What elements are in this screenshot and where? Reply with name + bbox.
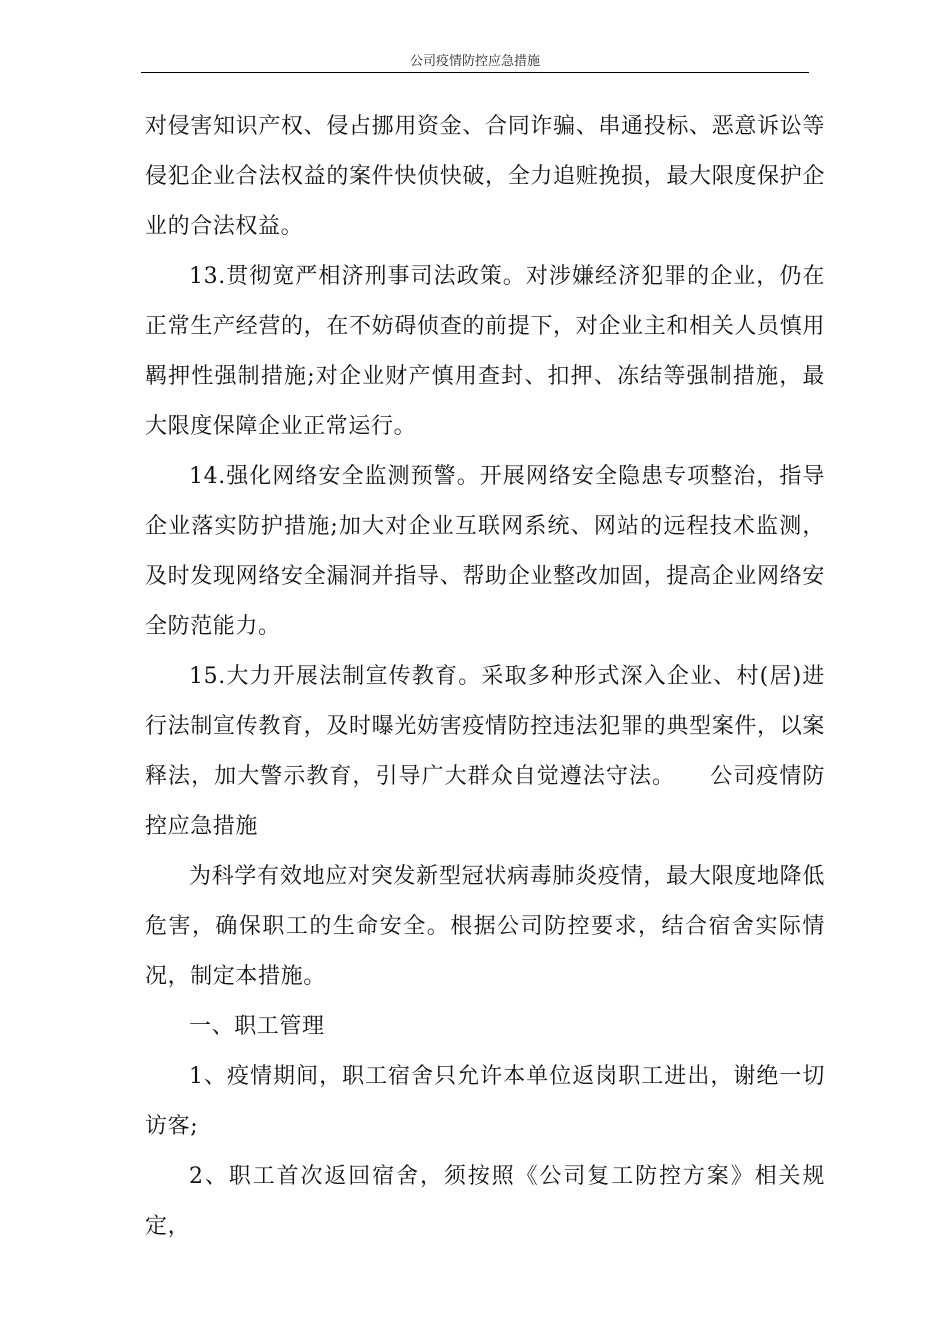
paragraph-rule-1: 1、疫情期间，职工宿舍只允许本单位返岗职工进出，谢绝一切访客; xyxy=(145,1064,825,1139)
paragraph-rule-2: 2、职工首次返回宿舍，须按照《公司复工防控方案》相关规定， xyxy=(145,1164,825,1239)
paragraph-item-15: 15.大力开展法制宣传教育。采取多种形式深入企业、村(居)进行法制宣传教育，及时曝光妨害疫情防控违法犯罪的典型案件，以案释法，加大警示教育，引导广大群众自觉遵法守法。 公司疫情防控应急措施 xyxy=(145,664,825,839)
document-body xyxy=(145,102,825,1252)
page-header xyxy=(141,54,809,73)
paragraph-continuation: 对侵害知识产权、侵占挪用资金、合同诈骗、串通投标、恶意诉讼等侵犯企业合法权益的案件快侦快破，全力追赃挽损，最大限度保护企业的合法权益。 xyxy=(145,114,825,239)
paragraph-item-13: 13.贯彻宽严相济刑事司法政策。对涉嫌经济犯罪的企业，仍在正常生产经营的，在不妨碍侦查的前提下，对企业主和相关人员慎用羁押性强制措施;对企业财产慎用查封、扣押、冻结等强制措施，最大限度保障企业正常运行。 xyxy=(145,264,825,439)
header-title: 公司疫情防控应急措施 xyxy=(409,54,540,69)
section-heading-staff-management: 一、职工管理 xyxy=(189,1014,325,1039)
paragraph-intro: 为科学有效地应对突发新型冠状病毒肺炎疫情，最大限度地降低危害，确保职工的生命安全。根据公司防控要求，结合宿舍实际情况，制定本措施。 xyxy=(145,864,825,989)
paragraph-item-14: 14.强化网络安全监测预警。开展网络安全隐患专项整治，指导企业落实防护措施;加大对企业互联网系统、网站的远程技术监测，及时发现网络安全漏洞并指导、帮助企业整改加固，提高企业网络安全防范能力。 xyxy=(145,464,825,639)
